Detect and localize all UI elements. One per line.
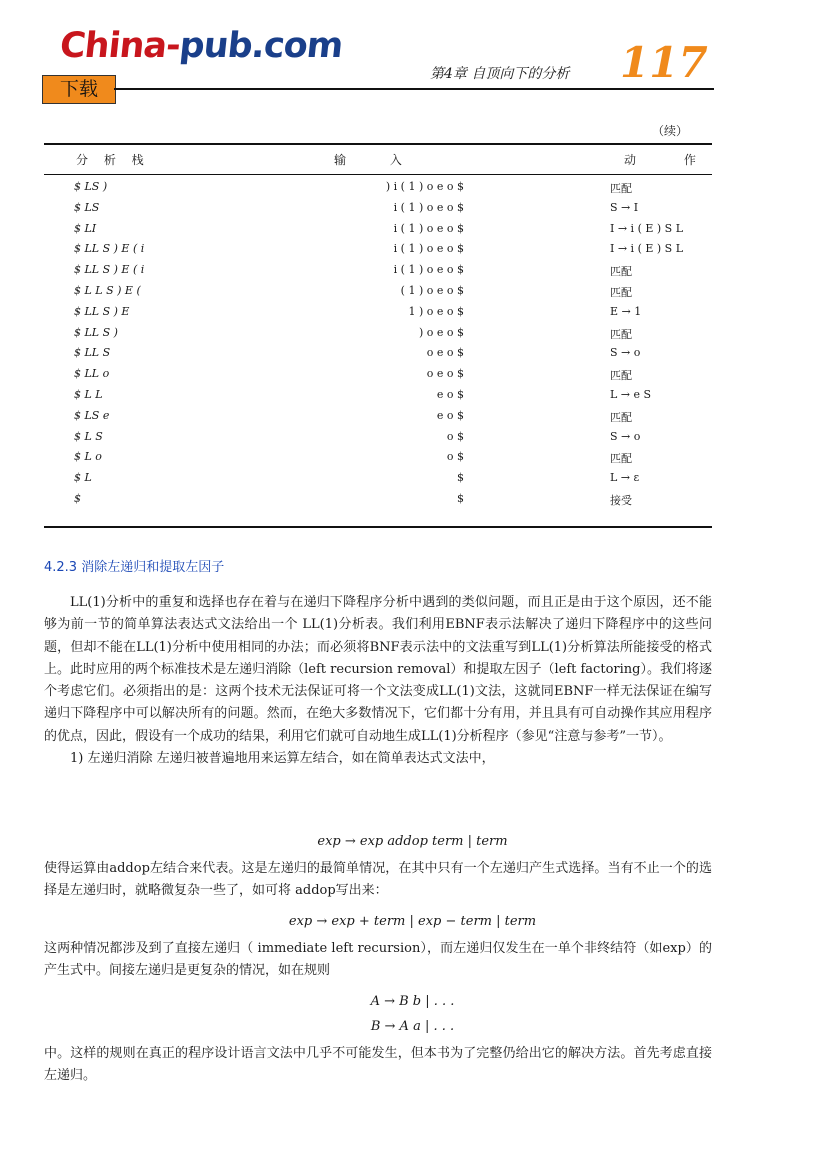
input-cell: i ( 1 ) o e o $: [393, 263, 464, 277]
input-cell: ) i ( 1 ) o e o $: [385, 180, 464, 193]
stack-cell: $ L L: [74, 388, 103, 401]
table-continued-label: （续）: [652, 124, 689, 138]
page-number: 117: [620, 38, 708, 87]
table-header-rule: [44, 174, 712, 175]
action-cell: I → i ( E ) S L: [610, 242, 684, 256]
stack-cell: $ LL S ) E ( i: [74, 242, 145, 256]
table-row: [44, 201, 712, 220]
table-row: [44, 346, 712, 365]
table-row: [44, 305, 712, 324]
stack-cell: $ L S: [74, 429, 103, 443]
action-cell: 匹配: [610, 327, 632, 341]
logo-text-red: China-: [57, 26, 182, 66]
stack-cell: $ LL S ) E ( i: [74, 263, 145, 277]
stack-cell: $ LS: [74, 200, 100, 214]
chapter-title: 第4章 自顶向下的分析: [430, 66, 570, 82]
table-row: [44, 409, 712, 428]
input-cell: i ( 1 ) o e o $: [393, 242, 464, 256]
formula-exp-plus-minus: exp → exp + term | exp − term | term: [288, 914, 537, 929]
input-cell: o $: [446, 429, 464, 443]
input-cell: i ( 1 ) o e o $: [393, 200, 464, 214]
paragraph-1-text: LL(1)分析中的重复和选择也存在着与在递归下降程序分析中遇到的类似问题，而且正是由于这个原因，还不能够为前一节的简单算法表达式文法给出一个 LL(1)分析表。我们利用EBNF表示法解决了递归下降程序中的这些问题，但却不能在LL(1)分析中使用相同的办法；而必须将BNF表示法中的文法重写到LL(1)分析算法所能接受的格式上。此时应用的两个标准技术是左递归消除（left recursion removal）和提取左因子（left factoring）。我们将逐个考虑它们。必须指出的是：这两个技术无法保证可将一个文法变成LL(1)文法，这就同EBNF一样无法保证在编写递归下降程序中可以解决所有的问题。然而，在绝大多数情况下，它们都十分有用，并且具有可自动操作其应用程序的优点，因此，假设有一个成功的结果，利用它们就可自动地生成LL(1)分析程序（参见“注意与参考”一节）。: [44, 595, 712, 744]
table-row: [44, 180, 712, 199]
stack-cell: $ LL S: [74, 346, 111, 360]
input-cell: o e o $: [426, 346, 464, 360]
formula-b-rule: B → A a | . . .: [370, 1019, 455, 1034]
stack-cell: $ L o: [74, 450, 102, 464]
paragraph-4: 这两种情况都涉及到了直接左递归（ immediate left recursion），而左递归仅发生在一单个非终结符（如exp）的产生式中。间接左递归是更复杂的情况，如在规则: [44, 941, 712, 979]
formula-a-rule: A → B b | . . .: [370, 994, 455, 1009]
table-top-rule: [44, 143, 712, 145]
paragraph-3: 使得运算由addop左结合来代表。这是左递归的最简单情况，在其中只有一个左递归产生式选择。当有不止一个的选择是左递归时，就略微复杂一些了，如可将 addop写出来：: [44, 861, 712, 899]
site-logo: [58, 26, 344, 66]
action-cell: S → o: [610, 346, 641, 360]
section-title: 4.2.3 消除左递归和提取左因子: [44, 560, 225, 575]
stack-cell: $ LL S ): [74, 325, 118, 339]
table-bottom-rule: [44, 526, 712, 528]
table-row: [44, 367, 712, 386]
stack-cell: $ LL S ) E: [74, 304, 130, 318]
action-cell: L → ε: [610, 471, 640, 485]
table-row: [44, 284, 712, 303]
table-row: [44, 492, 712, 511]
table-row: [44, 388, 712, 407]
input-cell: $: [457, 471, 464, 485]
input-cell: i ( 1 ) o e o $: [393, 221, 464, 235]
column-header-action: 动 作: [624, 153, 718, 167]
input-cell: $: [457, 492, 464, 505]
stack-cell: $: [74, 492, 81, 505]
action-cell: 接受: [610, 494, 632, 507]
table-row: [44, 326, 712, 345]
table-row: [44, 450, 712, 469]
input-cell: 1 ) o e o $: [408, 304, 464, 318]
action-cell: 匹配: [610, 182, 632, 195]
stack-cell: $ L: [74, 471, 92, 485]
action-cell: E → 1: [610, 304, 642, 318]
paragraph-1: [44, 592, 712, 770]
stack-cell: $ LL o: [74, 367, 110, 381]
input-cell: e o $: [436, 408, 464, 422]
input-cell: ( 1 ) o e o $: [400, 284, 464, 297]
input-cell: e o $: [436, 388, 464, 401]
input-cell: o e o $: [426, 367, 464, 381]
stack-cell: $ LS e: [74, 408, 110, 422]
action-cell: S → o: [610, 429, 641, 443]
formula-exp-addop: exp → exp addop term | term: [317, 834, 508, 849]
action-cell: S → I: [610, 200, 639, 214]
input-cell: o $: [446, 450, 464, 464]
logo-text-blue: pub.com: [177, 26, 345, 66]
download-badge: 下载: [42, 75, 116, 104]
action-cell: 匹配: [610, 265, 632, 279]
action-cell: 匹配: [610, 369, 632, 383]
action-cell: L → e S: [610, 388, 652, 401]
stack-cell: $ LI: [74, 221, 97, 235]
table-row: [44, 471, 712, 490]
action-cell: 匹配: [610, 452, 632, 466]
column-header-input: 输 入: [334, 153, 422, 167]
table-row: [44, 263, 712, 282]
table-row: [44, 222, 712, 241]
paragraph-2-text: 1) 左递归消除 左递归被普遍地用来运算左结合，如在简单表达式文法中，: [70, 751, 495, 767]
header-rule: [114, 88, 714, 90]
table-row: [44, 242, 712, 261]
action-cell: I → i ( E ) S L: [610, 221, 684, 235]
stack-cell: $ LS ): [74, 180, 108, 193]
stack-cell: $ L L S ) E (: [74, 284, 141, 297]
paragraph-5: 中。这样的规则在真正的程序设计语言文法中几乎不可能发生，但本书为了完整仍给出它的解决方法。首先考虑直接左递归。: [44, 1046, 712, 1084]
action-cell: 匹配: [610, 410, 632, 424]
input-cell: ) o e o $: [418, 325, 464, 339]
table-row: [44, 430, 712, 449]
column-header-stack: 分 析 栈: [76, 153, 150, 167]
action-cell: 匹配: [610, 286, 632, 299]
